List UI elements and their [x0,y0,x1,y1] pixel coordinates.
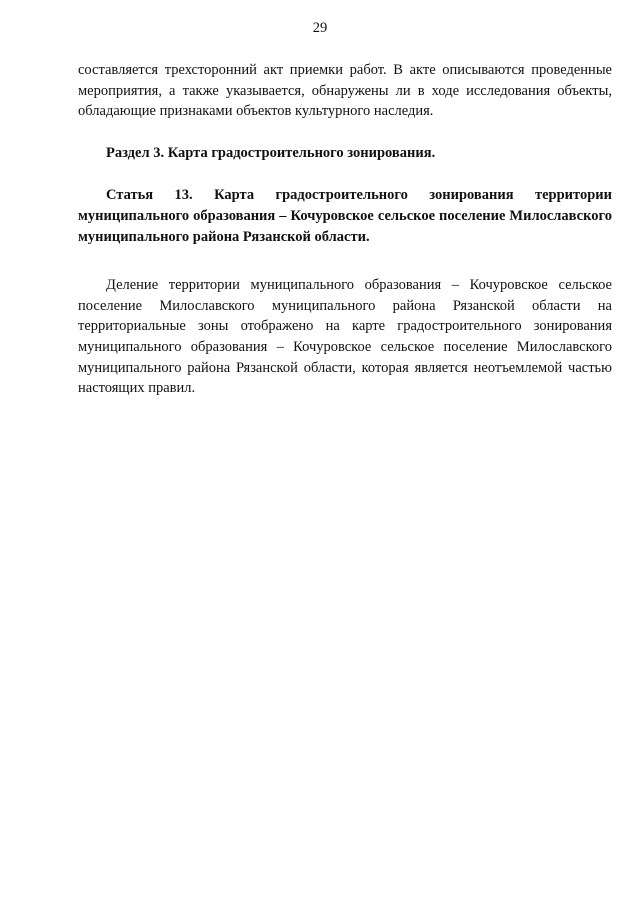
body-paragraph: Деление территории муниципального образования – Кочуровское сельское поселение Милославского муниципального района Рязанской области на территориальные зоны отображено на карте градостроительного зонирования муниципального образования – Кочуровское сельское поселение Милославского муниципального района Рязанской области, которая является неотъемлемой частью настоящих правил. [78,277,612,397]
page-number: 29 [312,20,328,36]
section-heading: Раздел 3. Карта градостроительного зонирования. [106,144,436,161]
article-heading: Статья 13. Карта градостроительного зонирования территории муниципального образования – Кочуровское сельское поселение Милославского муниципального района Рязанской области. [78,187,612,245]
document-body [78,60,612,399]
intro-paragraph: составляется трехсторонний акт приемки работ. В акте описываются проведенные мероприятия, а также указывается, обнаружены ли в ходе исследования объекты, обладающие признаками объектов культурного наследия. [78,62,612,120]
